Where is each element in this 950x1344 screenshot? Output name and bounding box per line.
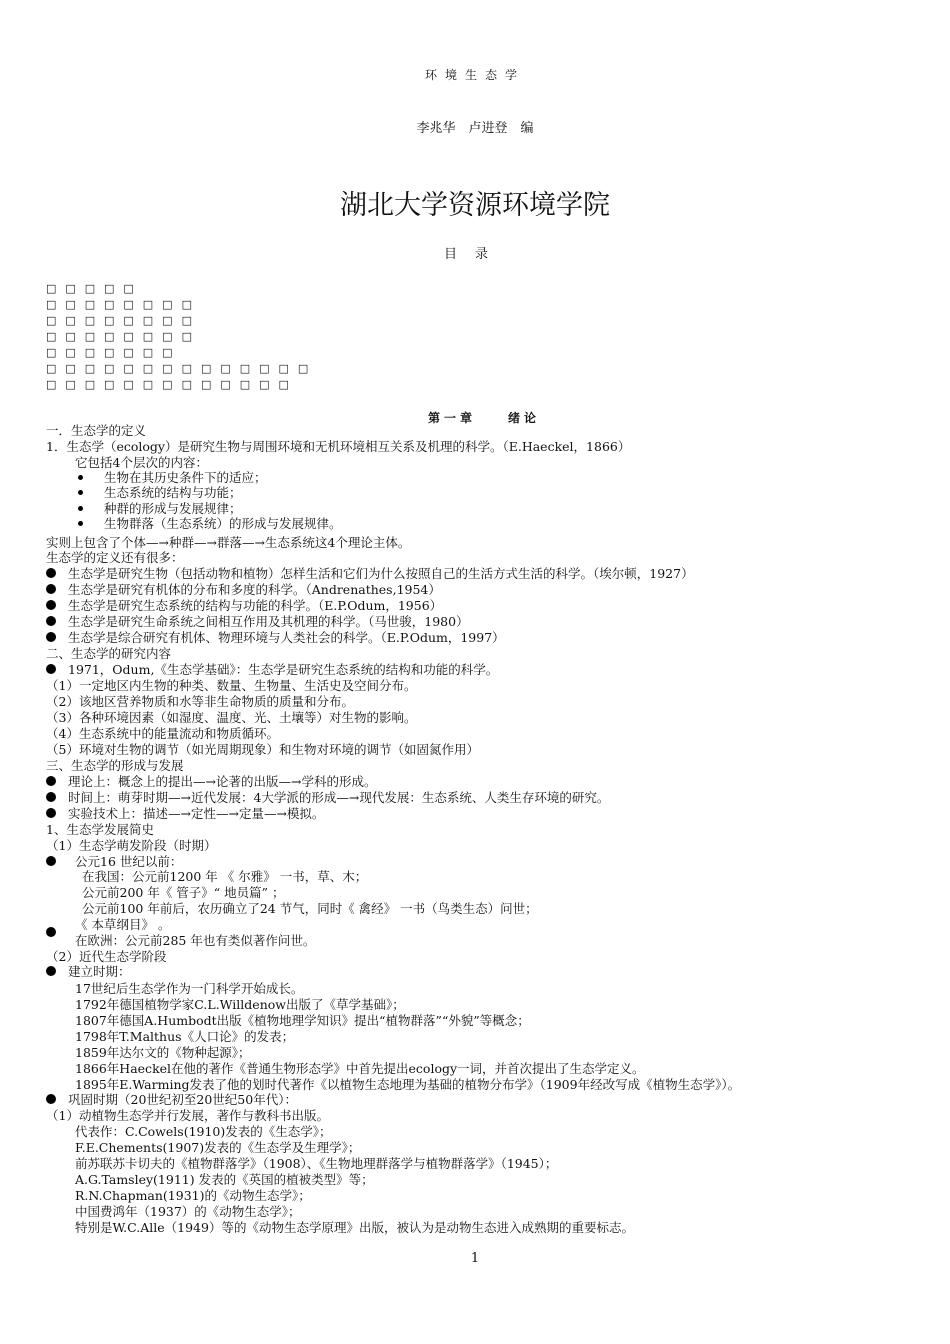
small-bullet-icon bbox=[78, 506, 83, 511]
text-line: （1）动植物生态学并行发展，著作与教科书出版。 bbox=[46, 1108, 329, 1123]
text-line: 种群的形成与发展规律； bbox=[104, 501, 242, 516]
bullet-icon bbox=[46, 632, 56, 642]
text-line: 特别是W.C.Alle（1949）等的《动物生态学原理》出版，被认为是动物生态进入成熟期的重要标志。 bbox=[75, 1220, 634, 1235]
text-line: 代表作：C.Cowels(1910)发表的《生态学》； bbox=[75, 1124, 332, 1139]
small-bullet-icon bbox=[78, 521, 83, 526]
text-line: （2）该地区营养物质和水等非生命物质的质量和分布。 bbox=[46, 694, 354, 709]
toc-chapter: □□□ bbox=[46, 314, 105, 327]
text-line: R.N.Chapman(1931)的《动物生态学》； bbox=[75, 1188, 311, 1203]
toc-row bbox=[46, 345, 317, 361]
text-line: 实则上包含了个体—→种群—→群落—→生态系统这4个理论主体。 bbox=[46, 535, 411, 550]
text-line: 在我国：公元前1200 年 《 尔雅》 一书，草、木； bbox=[82, 869, 368, 884]
text-line: （2）近代生态学阶段 bbox=[46, 949, 167, 964]
bullet-icon bbox=[46, 856, 56, 866]
text-line: 中国费鸿年（1937）的《动物生态学》； bbox=[75, 1204, 301, 1219]
text-line: 前苏联苏卡切夫的《植物群落学》（1908）、《生物地理群落学与植物群落学》（1945）； bbox=[75, 1156, 558, 1171]
text-line: （1）生态学萌发阶段（时期） bbox=[46, 838, 217, 853]
text-line: 《 本草纲目》 。 bbox=[75, 917, 171, 932]
bullet-icon bbox=[46, 927, 56, 937]
text-line: 一．生态学的定义 bbox=[46, 423, 147, 438]
toc-chapter: □□□ bbox=[46, 378, 105, 391]
toc-chapter: □□□ bbox=[46, 298, 105, 311]
bullet-icon bbox=[46, 664, 56, 674]
school-title: 湖北大学资源环境学院 bbox=[340, 190, 610, 221]
text-line: F.E.Chements(1907)发表的《生态学及生理学》； bbox=[75, 1140, 361, 1155]
text-line: 生态学是研究生物（包括动物和植物）怎样生活和它们为什么按照自己的生活方式生活的科学。（埃尔顿，1927） bbox=[68, 566, 694, 581]
toc-title-entry: □□ bbox=[104, 282, 143, 295]
text-line: 生态学的定义还有很多： bbox=[46, 550, 184, 565]
text-line: 1798年T.Malthus《人口论》的发表； bbox=[75, 1029, 295, 1044]
bullet-icon bbox=[46, 568, 56, 578]
text-line: 1．生态学（ecology）是研究生物与周围环境和无机环境相互关系及机理的科学。（E.Haeckel，1866） bbox=[46, 439, 631, 454]
text-line: 1859年达尔文的《物种起源》； bbox=[75, 1045, 251, 1060]
text-line: 生态系统的结构与功能； bbox=[104, 485, 242, 500]
text-line: A.G.Tamsley(1911) 发表的《英国的植被类型》等； bbox=[75, 1172, 374, 1187]
running-header: 环境生态学 bbox=[424, 68, 525, 82]
text-line: 1807年德国A.Humbodt出版《植物地理学知识》提出“植物群落”“外貌”等概念； bbox=[75, 1013, 530, 1028]
toc-row bbox=[46, 297, 317, 313]
toc-row bbox=[46, 281, 317, 297]
text-line: 二、生态学的研究内容 bbox=[46, 646, 172, 661]
text-line: 公元16 世纪以前： bbox=[75, 854, 183, 869]
text-line: 公元前100 年前后，农历确立了24 节气，同时《 禽经》 一书（鸟类生态）问世； bbox=[82, 901, 538, 916]
toc-title-entry: □□□□□□□□□□ bbox=[104, 378, 298, 391]
text-line: 1971，Odum,《生态学基础》：生态学是研究生态系统的结构和功能的科学。 bbox=[68, 662, 499, 677]
toc-title-entry: □□□□□□□□□□□ bbox=[104, 362, 318, 375]
toc-title-entry: □□□□□ bbox=[104, 330, 201, 343]
toc-chapter: □□□ bbox=[46, 330, 105, 343]
bullet-icon bbox=[46, 966, 56, 976]
toc-row bbox=[46, 377, 317, 393]
text-line: 在欧洲：公元前285 年也有类似著作问世。 bbox=[75, 933, 316, 948]
toc-title-entry: □□□□□ bbox=[104, 314, 201, 327]
bullet-icon bbox=[46, 584, 56, 594]
toc-title: 目录 bbox=[443, 247, 506, 262]
editors: 李兆华 卢进登 编 bbox=[416, 121, 534, 136]
page-number: 1 bbox=[470, 1251, 480, 1266]
toc-chapter: □□□ bbox=[46, 346, 105, 359]
text-line: 公元前200 年《 管子》“ 地员篇” ； bbox=[82, 885, 285, 900]
toc-title-entry: □□□□□ bbox=[104, 298, 201, 311]
text-line: 17世纪后生态学作为一门科学开始成长。 bbox=[75, 981, 304, 996]
text-line: （1）一定地区内生物的种类、数量、生物量、生活史及空间分布。 bbox=[46, 678, 417, 693]
text-line: 实验技术上：描述—→定性—→定量—→模拟。 bbox=[68, 806, 325, 821]
bullet-icon bbox=[46, 792, 56, 802]
toc-row bbox=[46, 329, 317, 345]
bullet-icon bbox=[46, 776, 56, 786]
table-of-contents bbox=[46, 281, 317, 393]
toc-chapter: □□□ bbox=[46, 282, 105, 295]
text-line: 它包括4个层次的内容： bbox=[75, 455, 208, 470]
chapter-heading: 第一章 绪论 bbox=[428, 411, 541, 425]
text-line: 1、生态学发展简史 bbox=[46, 822, 154, 837]
text-line: 1792年德国植物学家C.L.Willdenow出版了《草学基础》； bbox=[75, 997, 405, 1012]
text-line: 生态学是综合研究有机体、物理环境与人类社会的科学。（E.P.Odum，1997） bbox=[68, 630, 505, 645]
small-bullet-icon bbox=[78, 490, 83, 495]
text-line: 生态学是研究生态系统的结构与功能的科学。（E.P.Odum，1956） bbox=[68, 598, 443, 613]
text-line: 三、生态学的形成与发展 bbox=[46, 758, 184, 773]
bullet-icon bbox=[46, 616, 56, 626]
text-line: 1895年E.Warming发表了他的划时代著作《以植物生态地理为基础的植物分布学》（1909年经改写成《植物生态学》）。 bbox=[75, 1077, 741, 1092]
text-line: 建立时期： bbox=[68, 964, 131, 979]
text-line: （4）生态系统中的能量流动和物质循环。 bbox=[46, 726, 279, 741]
text-line: 巩固时期（20世纪初至20世纪50年代）： bbox=[68, 1092, 297, 1107]
bullet-icon bbox=[46, 808, 56, 818]
toc-row bbox=[46, 313, 317, 329]
small-bullet-icon bbox=[78, 475, 83, 480]
text-line: 生态学是研究有机体的分布和多度的科学。（Andrenathes,1954） bbox=[68, 582, 441, 597]
bullet-icon bbox=[46, 600, 56, 610]
text-line: 生态学是研究生命系统之间相互作用及其机理的科学。（马世骏，1980） bbox=[68, 614, 469, 629]
toc-row bbox=[46, 361, 317, 377]
toc-chapter: □□□ bbox=[46, 362, 105, 375]
text-line: （3）各种环境因素（如湿度、温度、光、土壤等）对生物的影响。 bbox=[46, 710, 417, 725]
text-line: 生物在其历史条件下的适应； bbox=[104, 470, 267, 485]
text-line: （5）环境对生物的调节（如光周期现象）和生物对环境的调节（如固氮作用） bbox=[46, 742, 479, 757]
text-line: 生物群落（生态系统）的形成与发展规律。 bbox=[104, 516, 342, 531]
toc-title-entry: □□□□ bbox=[104, 346, 182, 359]
text-line: 1866年Haeckel在他的著作《普通生物形态学》中首先提出ecology一词，并首次提出了生态学定义。 bbox=[75, 1061, 645, 1076]
text-line: 理论上：概念上的提出—→论著的出版—→学科的形成。 bbox=[68, 774, 377, 789]
text-line: 时间上：萌芽时期—→近代发展：4大学派的形成—→现代发展：生态系统、人类生存环境的研究。 bbox=[68, 790, 610, 805]
bullet-icon bbox=[46, 1094, 56, 1104]
